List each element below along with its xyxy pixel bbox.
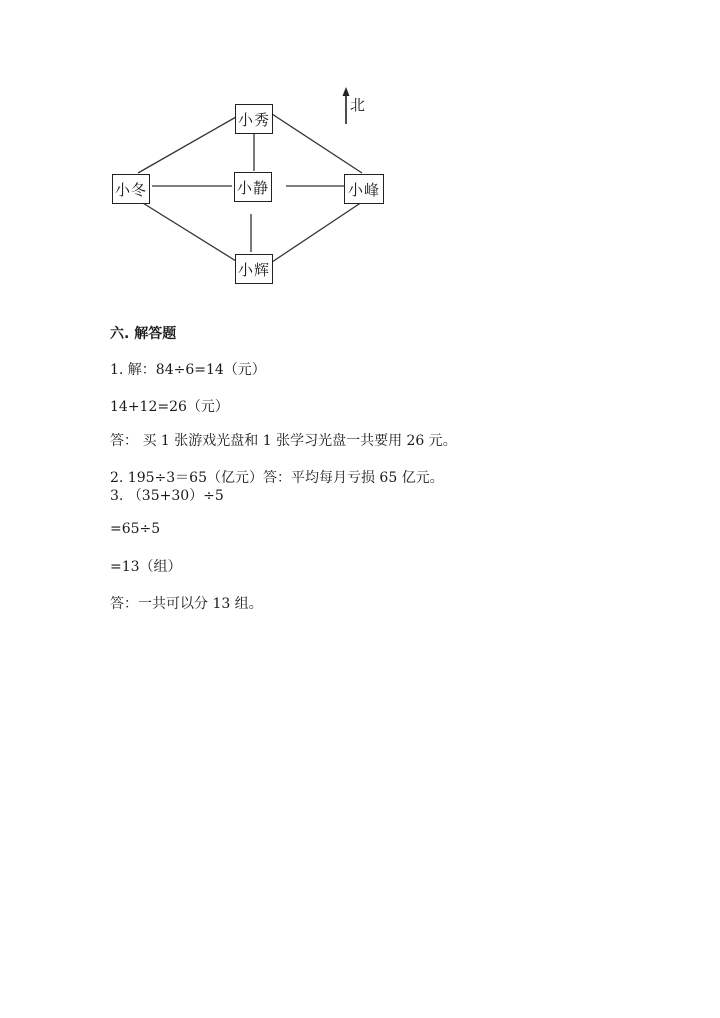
answer-line: =13（组） [110, 559, 182, 575]
position-diagram [0, 0, 720, 310]
node-xiaofeng: 小峰 [344, 174, 384, 204]
answer-line: 答：一共可以分 13 组。 [110, 596, 263, 612]
node-xiaohui: 小辉 [235, 254, 273, 284]
answer-line: 1. 解：84÷6=14（元） [110, 362, 266, 378]
edge-top-right [272, 114, 362, 173]
node-xiaojing: 小静 [234, 172, 272, 202]
answer-line: =65÷5 [110, 521, 161, 537]
north-label: 北 [350, 96, 366, 114]
north-arrow-head [343, 87, 350, 96]
edge-top-left [138, 117, 236, 173]
answer-line: 14+12=26（元） [110, 399, 229, 415]
answer-line: 2. 195÷3＝65（亿元）答：平均每月亏损 65 亿元。 [110, 470, 444, 486]
node-xiaodong: 小冬 [112, 174, 150, 204]
edge-left-bottom [138, 200, 236, 261]
node-xiaoxiu: 小秀 [235, 104, 273, 134]
section-heading: 六. 解答题 [110, 326, 177, 342]
answer-line: 答： 买 1 张游戏光盘和 1 张学习光盘一共要用 26 元。 [110, 433, 457, 449]
answer-line: 3. （35+30）÷5 [110, 488, 224, 504]
edge-right-bottom [272, 202, 362, 262]
